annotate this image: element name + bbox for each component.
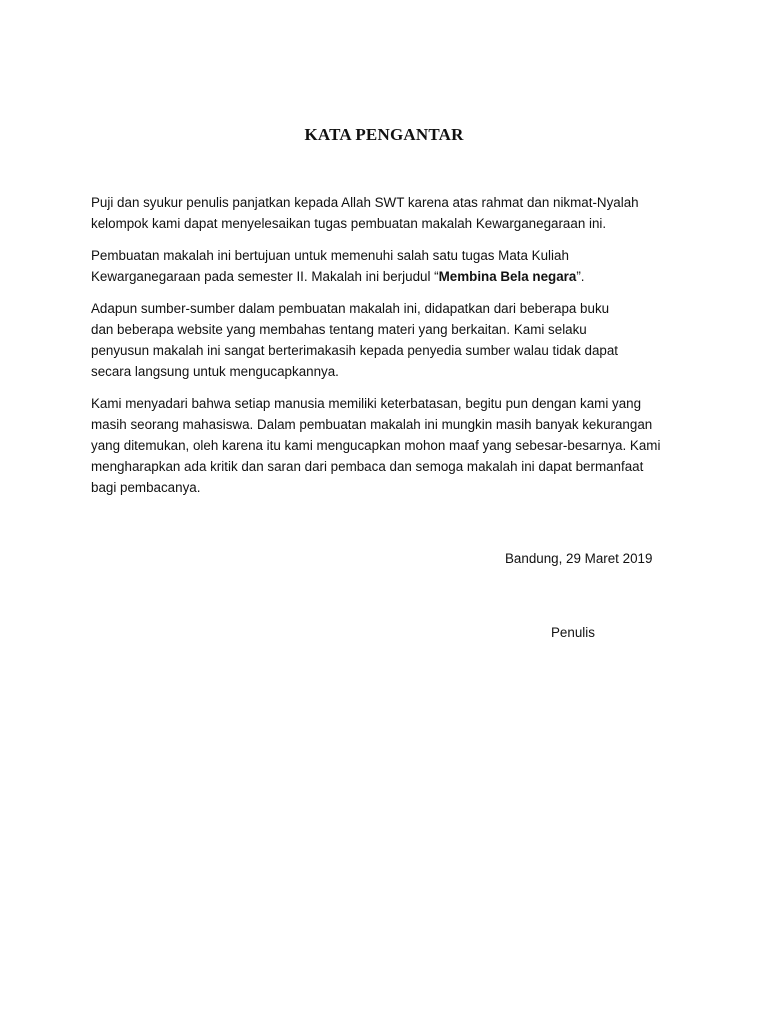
text-line: Adapun sumber-sumber dalam pembuatan makalah ini, didapatkan dari beberapa buku <box>91 301 610 316</box>
text-line: secara langsung untuk mengucapkannya. <box>91 364 339 379</box>
text-line: dan beberapa website yang membahas tentang materi yang berkaitan. Kami selaku <box>91 322 587 337</box>
text-line: Kami menyadari bahwa setiap manusia memiliki keterbatasan, begitu pun dengan kami yang <box>91 396 642 411</box>
book-title: Membina Bela negara <box>438 269 577 284</box>
text-line: mengharapkan ada kritik dan saran dari pembaca dan semoga makalah ini dapat bermanfaat <box>91 459 644 474</box>
paragraph-3 <box>91 298 691 382</box>
text-line: Pembuatan makalah ini bertujuan untuk memenuhi salah satu tugas Mata Kuliah <box>91 248 569 263</box>
text-line: bagi pembacanya. <box>91 480 201 495</box>
place-date: Bandung, 29 Maret 2019 <box>505 551 653 566</box>
text-line: penyusun makalah ini sangat berterimakasih kepada penyedia sumber walau tidak dapat <box>91 343 619 358</box>
document-body <box>91 192 691 509</box>
text-line: Puji dan syukur penulis panjatkan kepada Allah SWT karena atas rahmat dan nikmat-Nyalah <box>91 195 639 210</box>
paragraph-2 <box>91 245 691 287</box>
text-line: yang ditemukan, oleh karena itu kami mengucapkan mohon maaf yang sebesar-besarnya. Kami <box>91 438 661 453</box>
paragraph-1 <box>91 192 691 234</box>
text-line-with-title <box>91 266 691 287</box>
text-segment: Kewarganegaraan pada semester II. Makalah ini berjudul “ <box>91 269 439 284</box>
signature-label: Penulis <box>551 625 595 640</box>
text-segment: ”. <box>576 269 585 284</box>
page-title: KATA PENGANTAR <box>304 125 464 144</box>
paragraph-4 <box>91 393 691 498</box>
text-line: kelompok kami dapat menyelesaikan tugas pembuatan makalah Kewarganegaraan ini. <box>91 216 607 231</box>
text-line: masih seorang mahasiswa. Dalam pembuatan makalah ini mungkin masih banyak kekurangan <box>91 417 653 432</box>
